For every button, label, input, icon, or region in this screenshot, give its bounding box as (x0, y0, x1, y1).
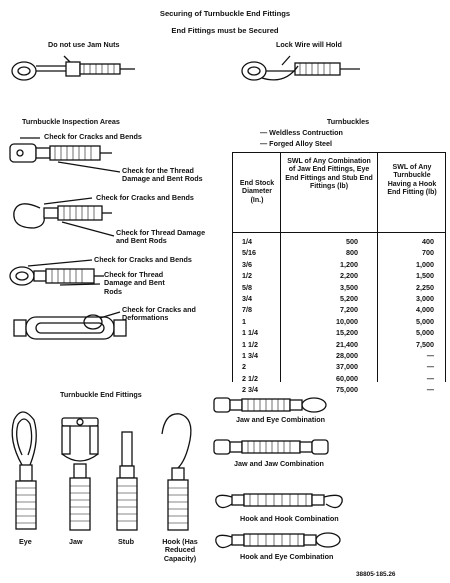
table-cell-diameter: 1 1/2 (242, 339, 258, 349)
table-spec: — Forged Alloy Steel (260, 139, 333, 148)
table-cell-swl-combination: 1,200 (340, 259, 358, 269)
table-cell-swl-hook: 400 (422, 237, 434, 246)
table-cell-swl-combination: 10,000 (336, 316, 358, 326)
table-cell-swl-combination: 7,200 (340, 305, 358, 315)
table-cell-swl-hook: 5,000 (416, 328, 434, 338)
inspection-note: Check for Thread Damage and Bent Rods (116, 228, 206, 246)
table-cell-diameter: 1 3/4 (242, 350, 258, 360)
jaw-label: Jaw (69, 537, 83, 546)
table-title: Turnbuckles (326, 117, 370, 126)
table-cell-swl-combination: 800 (346, 248, 358, 258)
lock-wire-turnbuckle-drawing (242, 56, 360, 80)
eye-label: Eye (19, 537, 32, 546)
table-cell-swl-hook: 2,250 (416, 282, 434, 292)
jaw-and-jaw-label: Jaw and Jaw Combination (234, 459, 324, 468)
jaw-inspection-drawing (10, 138, 120, 172)
table-cell-swl-combination: 21,400 (336, 339, 358, 349)
header-swl-hook: SWL of Any Turnbuckle Having a Hook End Fitting (lb) (387, 164, 437, 196)
page-subtitle: End Fittings must be Secured (171, 26, 279, 35)
table-cell-swl-combination: 28,000 (336, 350, 358, 360)
inspection-note: Check for Cracks and Bends (44, 132, 142, 141)
table-cell-diameter: 3/4 (242, 293, 252, 303)
table-cell-swl-hook: 4,000 (416, 305, 434, 315)
table-rule (445, 152, 446, 382)
table-cell-diameter: 1 (242, 316, 246, 326)
table-cell-swl-hook: 1,000 (416, 259, 434, 269)
table-rule (232, 152, 446, 153)
figure-code: 38805·185.26 (356, 571, 396, 578)
table-cell-swl-combination: 5,200 (340, 293, 358, 303)
table-rule (232, 152, 233, 382)
stub-fitting-drawing (117, 432, 137, 530)
jam-nut-turnbuckle-drawing (12, 56, 135, 80)
hook-label: Hook (Has Reduced Capacity) (162, 537, 198, 563)
table-cell-swl-hook: 700 (422, 248, 434, 258)
header-swl-combination: SWL of Any Combination of Jaw End Fittings, Eye End Fittings and Stub End Fittings (lb) (285, 158, 373, 190)
table-cell-swl-combination: 3,500 (340, 282, 358, 292)
swl-combination-column (312, 236, 358, 395)
table-cell-diameter: 1/4 (242, 237, 252, 246)
end-fittings-heading: Turnbuckle End Fittings (60, 390, 142, 399)
stub-label: Stub (118, 537, 134, 546)
table-cell-diameter: 5/16 (242, 248, 256, 258)
table-cell-swl-hook: 7,500 (416, 339, 434, 349)
inspection-note: Check for Cracks and Deformations (122, 305, 196, 323)
table-cell-diameter: 5/8 (242, 282, 252, 292)
table-cell-swl-hook: 3,000 (416, 293, 434, 303)
table-cell-swl-combination: 60,000 (336, 373, 358, 383)
table-rule (280, 152, 281, 382)
table-rule (377, 152, 378, 382)
frame-inspection-drawing (14, 312, 126, 339)
table-cell-swl-hook: 5,000 (416, 316, 434, 326)
hook-and-hook-label: Hook and Hook Combination (240, 514, 339, 523)
table-cell-swl-combination: 500 (346, 237, 358, 246)
inspection-note: Check for Cracks and Bends (96, 193, 194, 202)
hook-and-eye-label: Hook and Eye Combination (240, 552, 334, 561)
diameter-column (242, 236, 278, 395)
table-cell-diameter: 1/2 (242, 271, 252, 281)
table-rule (232, 232, 446, 233)
hook-inspection-drawing (14, 198, 114, 236)
inspection-note: Check for Thread Damage and Bent Rods (104, 270, 165, 296)
table-cell-swl-hook: — (426, 350, 434, 360)
jaw-and-jaw-combination-drawing (214, 440, 328, 454)
table-cell-swl-hook: 1,500 (416, 271, 434, 281)
header-diameter: End Stock Diameter (In.) (239, 180, 275, 204)
swl-hook-column (398, 236, 434, 395)
table-cell-diameter: 3/6 (242, 259, 252, 269)
table-cell-swl-combination: 15,200 (336, 328, 358, 338)
inspection-heading: Turnbuckle Inspection Areas (22, 117, 120, 126)
hook-and-eye-combination-drawing (216, 533, 340, 548)
table-cell-diameter: 1 1/4 (242, 328, 258, 338)
hook-fitting-drawing (162, 414, 191, 530)
table-cell-swl-hook: — (426, 373, 434, 383)
table-cell-swl-combination: 37,000 (336, 362, 358, 372)
inspection-note: Check for the Thread Damage and Bent Rods (122, 166, 203, 184)
inspection-note: Check for Cracks and Bends (94, 255, 192, 264)
jam-nuts-label: Do not use Jam Nuts (48, 40, 120, 49)
table-cell-swl-hook: — (426, 362, 434, 372)
table-cell-diameter: 2 3/4 (242, 385, 258, 395)
eye-inspection-drawing (10, 260, 104, 285)
table-cell-diameter: 2 1/2 (242, 373, 258, 383)
eye-fitting-drawing (12, 412, 36, 529)
table-cell-swl-combination: 2,200 (340, 271, 358, 281)
table-cell-diameter: 2 (242, 362, 246, 372)
jaw-and-eye-label: Jaw and Eye Combination (236, 415, 326, 424)
table-cell-swl-hook: — (426, 385, 434, 395)
hook-and-hook-combination-drawing (216, 494, 342, 508)
lock-wire-label: Lock Wire will Hold (276, 40, 342, 49)
table-cell-swl-combination: 75,000 (336, 385, 358, 395)
jaw-fitting-drawing (62, 418, 98, 530)
jaw-and-eye-combination-drawing (214, 398, 326, 412)
table-cell-diameter: 7/8 (242, 305, 252, 315)
page-title: Securing of Turnbuckle End Fittings (159, 9, 291, 18)
swl-table (232, 152, 446, 395)
table-spec: — Weldless Contruction (260, 128, 343, 137)
